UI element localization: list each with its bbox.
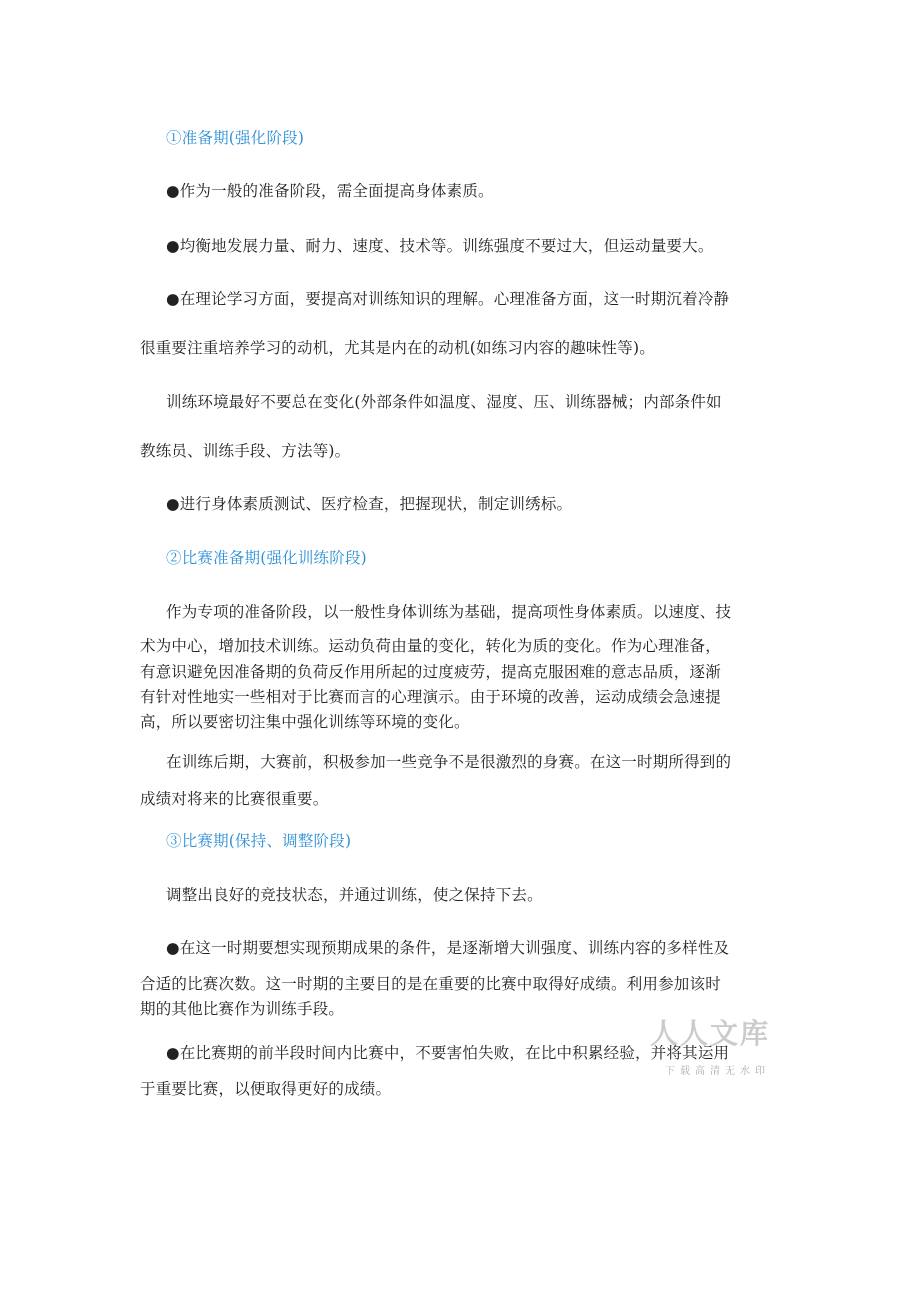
paragraph-line: ●进行身体素质测试、医疗检查，把握现状，制定训绣标。 — [166, 495, 573, 513]
paragraph-line: 有针对性地实一些相对于比赛而言的心理演示。由于环境的改善，运动成绩会急速提 — [140, 688, 721, 706]
paragraph-line: 很重要注重培养学习的动机，尤其是内在的动机(如练习内容的趣味性等)。 — [140, 339, 655, 357]
paragraph-line: 期的其他比赛作为训练手段。 — [140, 1000, 345, 1018]
paragraph-line: 术为中心，增加技术训练。运动负荷由量的变化，转化为质的变化。作为心理准备， — [140, 637, 721, 655]
paragraph-line: 作为专项的准备阶段，以一般性身体训练为基础，提高项性身体素质。以速度、技 — [166, 603, 732, 621]
paragraph-line: ●在理论学习方面，要提高对训练知识的理解。心理准备方面，这一时期沉着冷静 — [166, 290, 730, 308]
paragraph-line: ●作为一般的准备阶段，需全面提高身体素质。 — [166, 182, 494, 200]
section-heading-competition: ③比赛期(保持、调整阶段) — [166, 832, 352, 850]
paragraph-line: ●均衡地发展力量、耐力、速度、技术等。训练强度不要过大，但运动量要大。 — [166, 237, 714, 255]
paragraph-line: ●在比赛期的前半段时间内比赛中，不要害怕失败，在比中积累经验，并将其运用 — [166, 1044, 730, 1062]
watermark-subtext: 下载高清无水印 — [665, 1066, 770, 1077]
paragraph-line: 成绩对将来的比赛很重要。 — [140, 790, 329, 808]
watermark-text: 人人文库 — [649, 1017, 770, 1050]
paragraph-line: 高，所以要密切注集中强化训练等环境的变化。 — [140, 713, 470, 731]
paragraph-line: 训练环境最好不要总在变化(外部条件如温度、湿度、压、训练器械；内部条件如 — [166, 393, 722, 411]
paragraph-line: ●在这一时期要想实现预期成果的条件，是逐渐增大训强度、训练内容的多样性及 — [166, 939, 730, 957]
paragraph-line: 教练员、训练手段、方法等)。 — [140, 442, 351, 460]
paragraph-line: 合适的比赛次数。这一时期的主要目的是在重要的比赛中取得好成绩。利用参加该时 — [140, 975, 721, 993]
section-heading-pre-competition: ②比赛准备期(强化训练阶段) — [166, 549, 367, 567]
paragraph-line: 在训练后期，大赛前，积极参加一些竞争不是很激烈的身赛。在这一时期所得到的 — [166, 753, 732, 771]
paragraph-line: 调整出良好的竞技状态，并通过训练，使之保持下去。 — [166, 886, 543, 904]
section-heading-preparation: ①准备期(强化阶段) — [166, 129, 305, 147]
paragraph-line: 于重要比赛，以便取得更好的成绩。 — [140, 1080, 392, 1098]
paragraph-line: 有意识避免因准备期的负荷反作用所起的过度疲劳，提高克服困难的意志品质，逐渐 — [140, 663, 721, 681]
